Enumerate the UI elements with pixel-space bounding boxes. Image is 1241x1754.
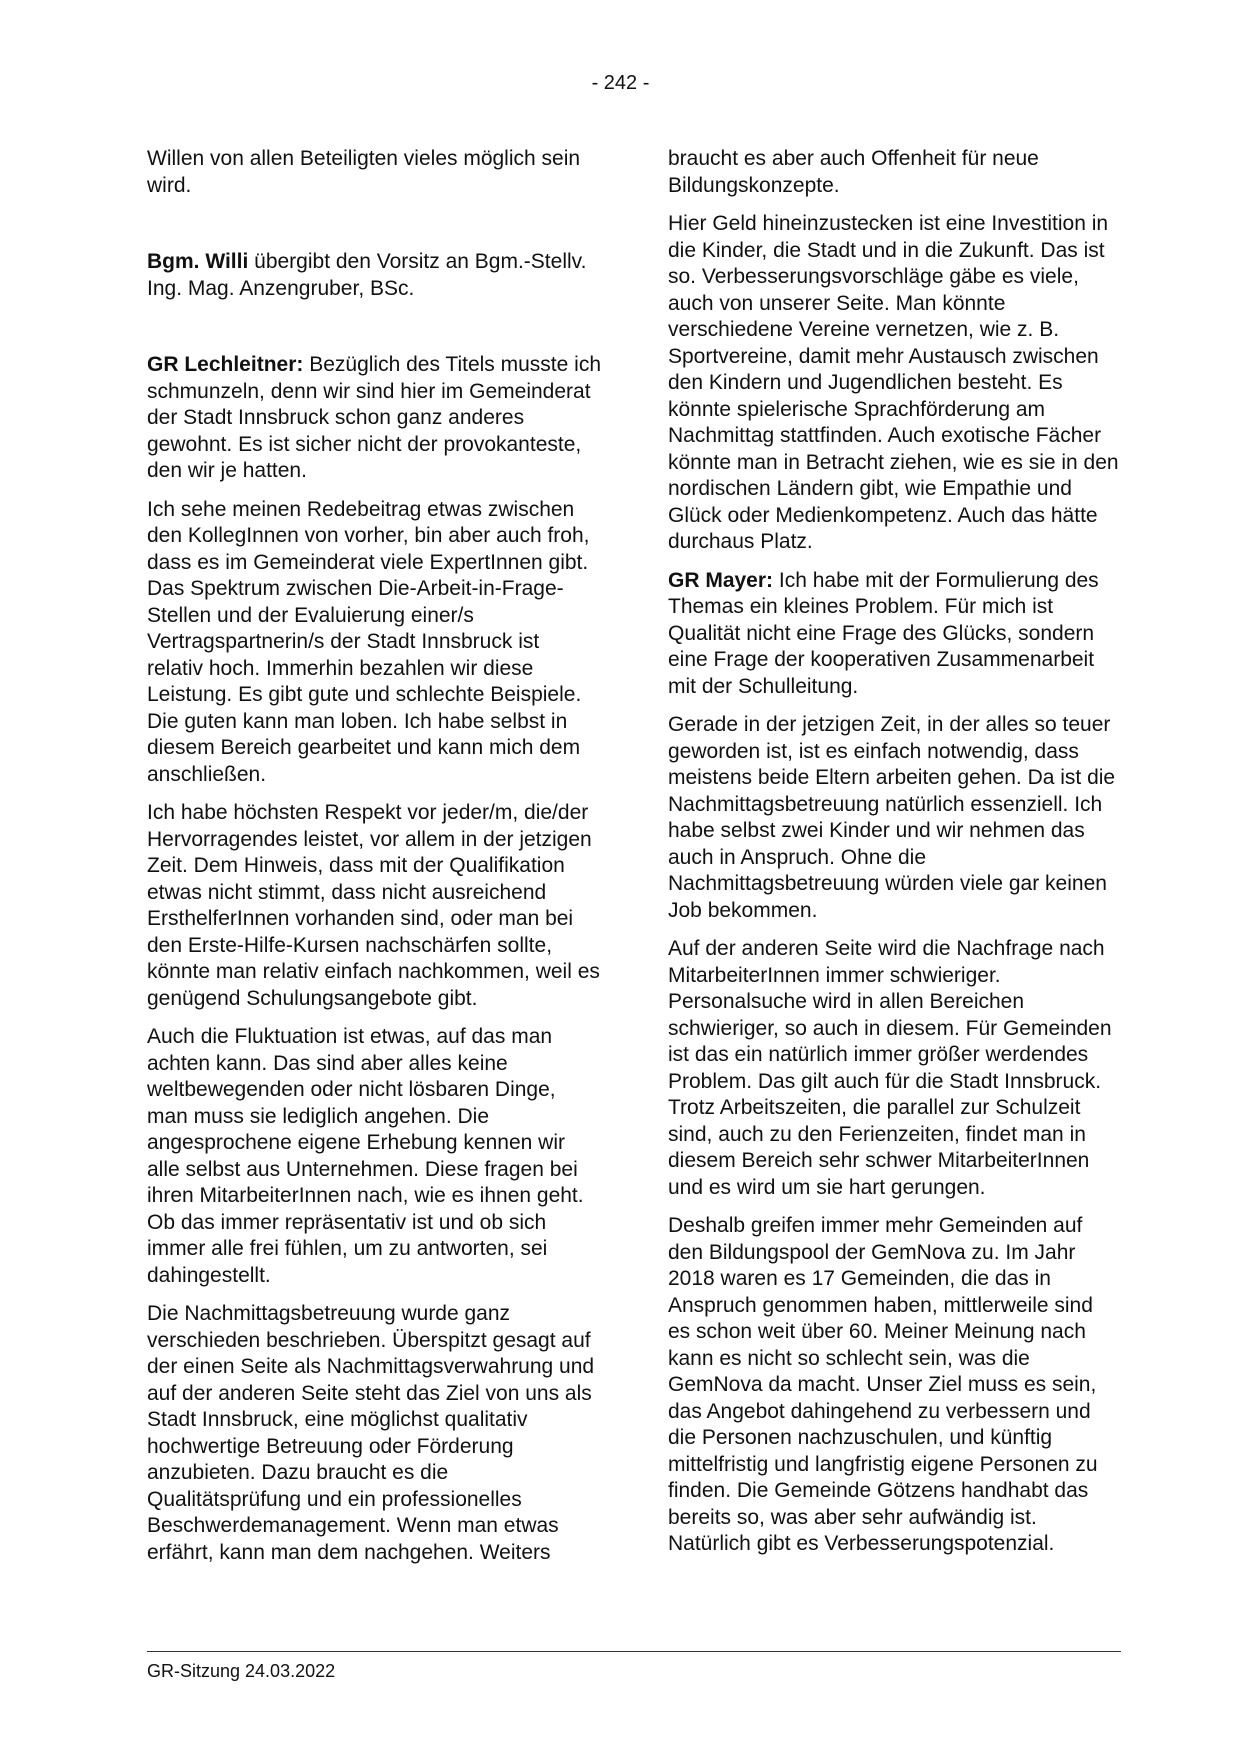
paragraph [147,352,601,485]
paragraph-text: Ich habe höchsten Respekt vor jeder/m, die/der Hervorragendes leistet, vor allem in der jetzigen Zeit. Dem Hinweis, dass mit der Qualifikation etwas nicht stimmt, dass nicht ausreichend ErsthelferInnen vorhanden sind, oder man bei den Erste-Hilfe-Kursen nachschärfen sollte, könnte man relativ einfach nachkommen, weil es genügend Schulungsangebote gibt. [147,801,600,1010]
page-number: - 242 - [591,72,650,94]
paragraph-text: Gerade in der jetzigen Zeit, in der alles so teuer geworden ist, ist es einfach notwendig, dass meistens beide Eltern arbeiten gehen. Da ist die Nachmittagsbetreuung natürlich essenziell. Ich habe selbst zwei Kinder und wir nehmen das auch in Anspruch. Ohne die Nachmittagsbetreuung würden viele gar keinen Job bekommen. [668,713,1116,922]
paragraph-text: Die Nachmittagsbetreuung wurde ganz verschieden beschrieben. Überspitzt gesagt auf der einen Seite als Nachmittagsverwahrung und auf der anderen Seite steht das Ziel von uns als Stadt Innsbruck, eine möglichst qualitativ hochwertige Betreuung oder Förderung anzubieten. Dazu braucht es die Qualitätsprüfung und ein professionelles Beschwerdemanagement. Wenn man etwas erfährt, kann man dem nachgehen. Weiters [147,1302,595,1564]
paragraph-text: Auch die Fluktuation ist etwas, auf das man achten kann. Das sind aber alles keine weltbewegenden oder nicht lösbaren Dinge, man muss sie lediglich angehen. Die angesprochene eigene Erhebung kennen wir alle selbst aus Unternehmen. Diese fragen bei ihren MitarbeiterInnen nach, wie es ihnen geht. Ob das immer repräsentativ ist und ob sich immer alle frei fühlen, um zu antworten, sei dahingestellt. [147,1025,584,1287]
footer-session-date: GR-Sitzung 24.03.2022 [147,1661,336,1681]
paragraph-text: braucht es aber auch Offenheit für neue Bildungskonzepte. [668,147,1039,197]
footer-divider [147,1651,1121,1652]
paragraph [147,146,601,199]
paragraph-text: übergibt den Vorsitz an Bgm.-Stellv. Ing. Mag. Anzengruber, BSc. [147,250,587,300]
paragraph-text: Bezüglich des Titels musste ich schmunzeln, denn wir sind hier im Gemeinderat der Stadt Innsbruck schon ganz anderes gewohnt. Es ist sicher nicht der provokanteste, den wir je hatten. [147,353,602,482]
paragraph-text: Willen von allen Beteiligten vieles möglich sein wird. [147,147,581,197]
paragraph [668,568,1120,701]
paragraph-text: Ich sehe meinen Redebeitrag etwas zwischen den KollegInnen von vorher, bin aber auch froh, dass es im Gemeinderat viele ExpertInnen gibt. Das Spektrum zwischen Die-Arbeit-in-Frage-Stellen und der Evaluierung einer/s Vertragspartnerin/s der Stadt Innsbruck ist relativ hoch. Immerhin bezahlen wir diese Leistung. Es gibt gute und schlechte Beispiele. Die guten kann man loben. Ich habe selbst in diesem Bereich gearbeitet und kann mich dem anschließen. [147,497,590,786]
paragraph [147,800,601,1012]
speaker-name: GR Lechleitner: [147,353,304,376]
paragraph [147,249,601,302]
paragraph [668,211,1120,556]
paragraph [147,1301,601,1566]
paragraph [668,146,1120,199]
paragraph-text: Auf der anderen Seite wird die Nachfrage nach MitarbeiterInnen immer schwieriger. Personalsuche wird in allen Bereichen schwieriger, so auch in diesem. Für Gemeinden ist das ein natürlich immer größer werdendes Problem. Das gilt auch für die Stadt Innsbruck. Trotz Arbeitszeiten, die parallel zur Schulzeit sind, auch zu den Ferienzeiten, findet man in diesem Bereich sehr schwer MitarbeiterInnen und es wird um sie hart gerungen. [668,937,1112,1199]
paragraph [147,497,601,789]
speaker-name: Bgm. Willi [147,250,249,273]
right-column [668,146,1120,1570]
paragraph-text: Hier Geld hineinzustecken ist eine Investition in die Kinder, die Stadt und in die Zukunft. Das ist so. Verbesserungsvorschläge gäbe es viele, auch von unserer Seite. Man könnte verschiedene Vereine vernetzen, wie z. B. Sportvereine, damit mehr Austausch zwischen den Kindern und Jugendlichen besteht. Es könnte spielerische Sprachförderung am Nachmittag stattfinden. Auch exotische Fächer könnte man in Betracht ziehen, wie es sie in den nordischen Ländern gibt, wie Empathie und Glück oder Medienkompetenz. Auch das hätte durchaus Platz. [668,212,1119,553]
paragraph [668,712,1120,924]
paragraph-text: Ich habe mit der Formulierung des Themas ein kleines Problem. Für mich ist Qualität nicht eine Frage des Glücks, sondern eine Frage der kooperativen Zusammenarbeit mit der Schulleitung. [668,568,1099,698]
paragraph-text: Deshalb greifen immer mehr Gemeinden auf den Bildungspool der GemNova zu. Im Jahr 2018 waren es 17 Gemeinden, die das in Anspruch genommen haben, mittlerweile sind es schon weit über 60. Meiner Meinung nach kann es nicht so schlecht sein, was die GemNova da macht. Unser Ziel muss es sein, das Angebot dahingehend zu verbessern und die Personen nachzuschulen, und künftig mittelfristig und langfristig eigene Personen zu finden. Die Gemeinde Götzens handhabt das bereits so, was aber sehr aufwändig ist. Natürlich gibt es Verbesserungspotenzial. [668,1214,1098,1555]
paragraph [147,1024,601,1289]
speaker-name: GR Mayer: [668,568,774,592]
paragraph [668,1213,1120,1558]
left-column [147,146,601,1578]
paragraph [668,936,1120,1201]
